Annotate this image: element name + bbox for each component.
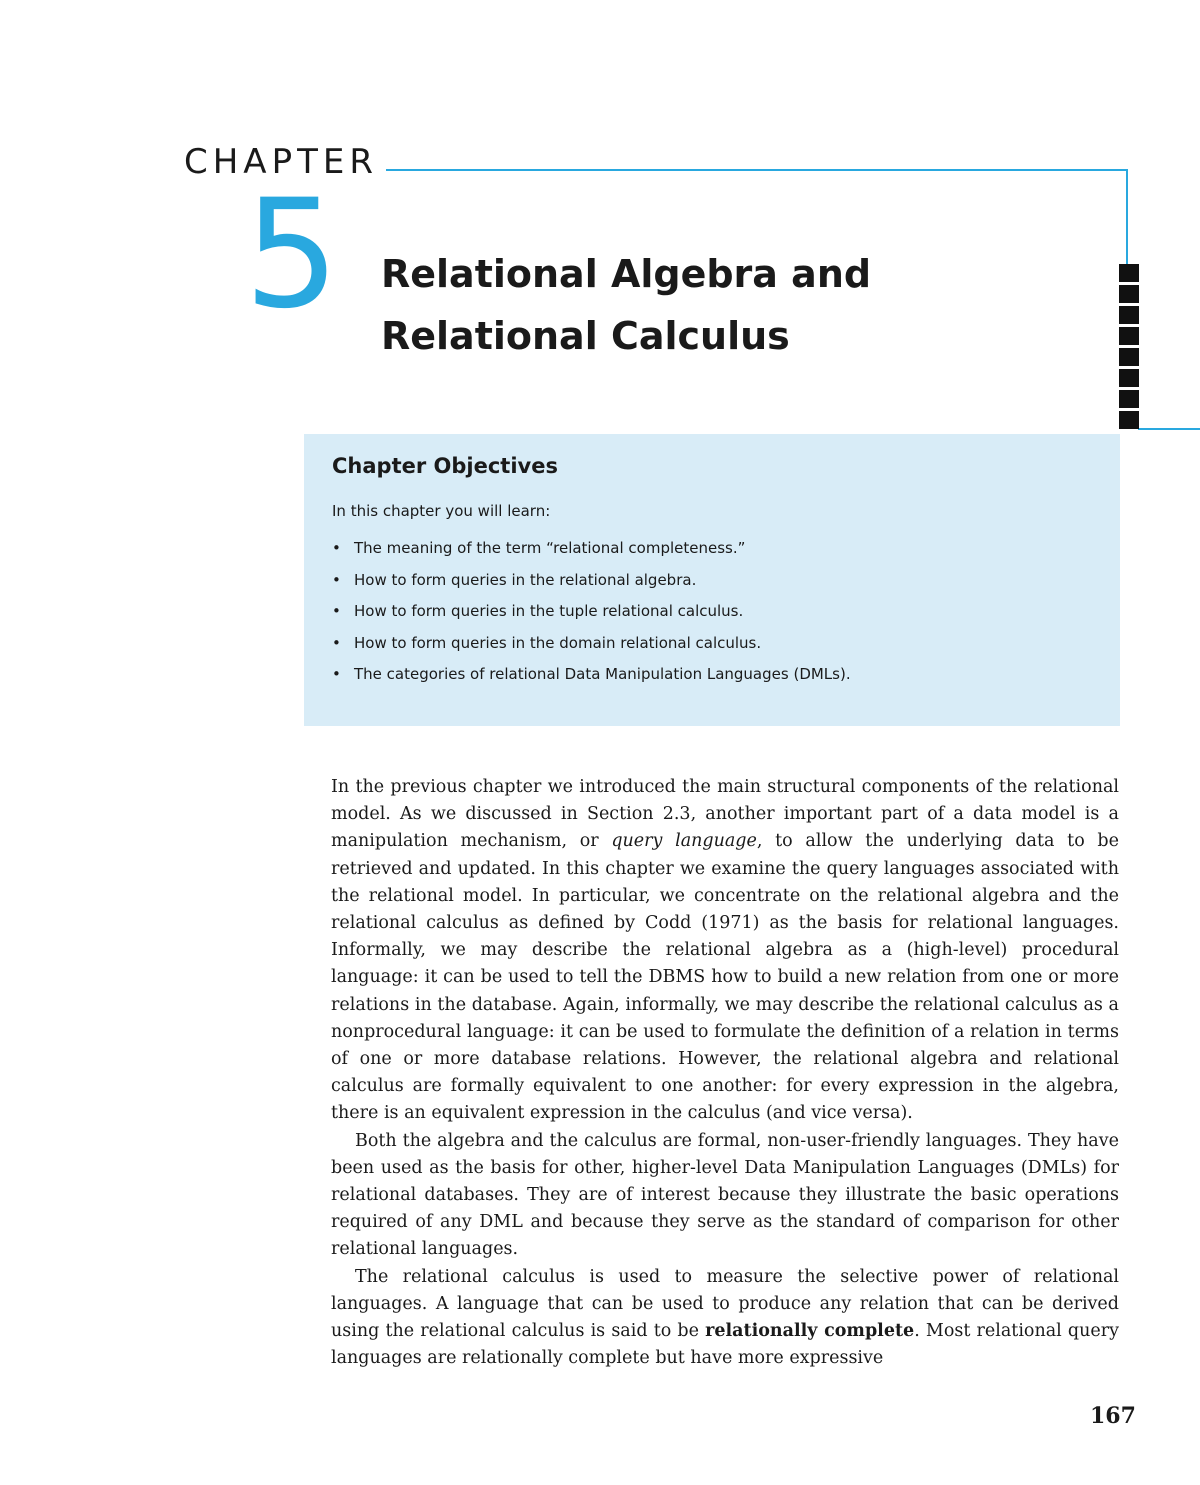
chapter-title-line-1: Relational Algebra and bbox=[381, 252, 872, 296]
paragraph-2: Both the algebra and the calculus are formal, non-user-friendly languages. They have been used as the basis for other, higher-level Data Manipulation Languages (DMLs) for relational databases. They are of interest because they illustrate the basic operations required of any DML and because they serve as the standard of comparison for other relational languages. bbox=[331, 1130, 1119, 1260]
body-text bbox=[331, 774, 1119, 1372]
objectives-list bbox=[332, 538, 851, 696]
bullet-icon: • bbox=[332, 633, 341, 652]
chapter-objectives-box bbox=[304, 434, 1120, 726]
objective-item: • How to form queries in the tuple relational calculus. bbox=[332, 602, 744, 620]
bullet-icon: • bbox=[332, 665, 341, 683]
thumb-tab bbox=[1119, 285, 1139, 303]
objective-item: • How to form queries in the domain relational calculus. bbox=[332, 633, 762, 652]
thumb-tab bbox=[1119, 306, 1139, 324]
paragraph-3: The relational calculus is used to measure the selective power of relational languages. A language that can be used to produce any relation that can be derived using the relational calculus is said to be relationally complete. Most relational query languages are relationally complete but have more expressive bbox=[331, 1266, 1119, 1369]
chapter-title-line-2: Relational Calculus bbox=[381, 314, 790, 358]
thumb-tab bbox=[1119, 369, 1139, 387]
thumb-tab bbox=[1119, 411, 1139, 429]
objectives-intro: In this chapter you will learn: bbox=[332, 502, 551, 520]
chapter-label: CHAPTER bbox=[184, 142, 378, 182]
page-number: 167 bbox=[1090, 1403, 1136, 1429]
objective-item: • The categories of relational Data Manipulation Languages (DMLs). bbox=[332, 665, 851, 683]
chapter-number: 5 bbox=[244, 168, 340, 342]
objectives-heading: Chapter Objectives bbox=[332, 454, 558, 478]
chapter-thumb-tabs bbox=[1119, 264, 1139, 428]
thumb-tab bbox=[1119, 264, 1139, 282]
paragraph-1: In the previous chapter we introduced the main structural components of the relational model. As we discussed in Section 2.3, another important part of a data model is a manipulation mechanism, or query language, to allow the underlying data to be retrieved and updated. In this chapter we examine the query languages associated with the relational model. In particular, we concentrate on the relational algebra and the relational calculus as defined by Codd (1971) as the basis for relational languages. Informally, we may describe the relational algebra as a (high-level) procedural language: it can be used to tell the DBMS how to build a new relation from one or more relations in the database. Again, informally, we may describe the relational calculus as a nonprocedural language: it can be used to formulate the definition of a relation in terms of one or more database relations. However, the relational algebra and relational calculus are formally equivalent to one another: for every expression in the algebra, there is an equivalent expression in the calculus (and vice versa). bbox=[331, 777, 1119, 1124]
header-rule-vertical bbox=[1126, 169, 1128, 265]
bullet-icon: • bbox=[332, 602, 341, 620]
term-relationally-complete: relationally complete bbox=[705, 1321, 915, 1342]
bullet-icon: • bbox=[332, 570, 341, 589]
bullet-icon: • bbox=[332, 539, 341, 557]
objective-item: • The meaning of the term “relational completeness.” bbox=[332, 539, 746, 557]
thumb-tab bbox=[1119, 327, 1139, 345]
header-rule bbox=[386, 169, 1128, 171]
chapter-title bbox=[381, 243, 871, 367]
thumb-tab bbox=[1119, 390, 1139, 408]
header-rule-right bbox=[1138, 428, 1200, 430]
thumb-tab bbox=[1119, 348, 1139, 366]
objective-item: • How to form queries in the relational algebra. bbox=[332, 570, 697, 589]
term-query-language: query language bbox=[611, 831, 757, 852]
